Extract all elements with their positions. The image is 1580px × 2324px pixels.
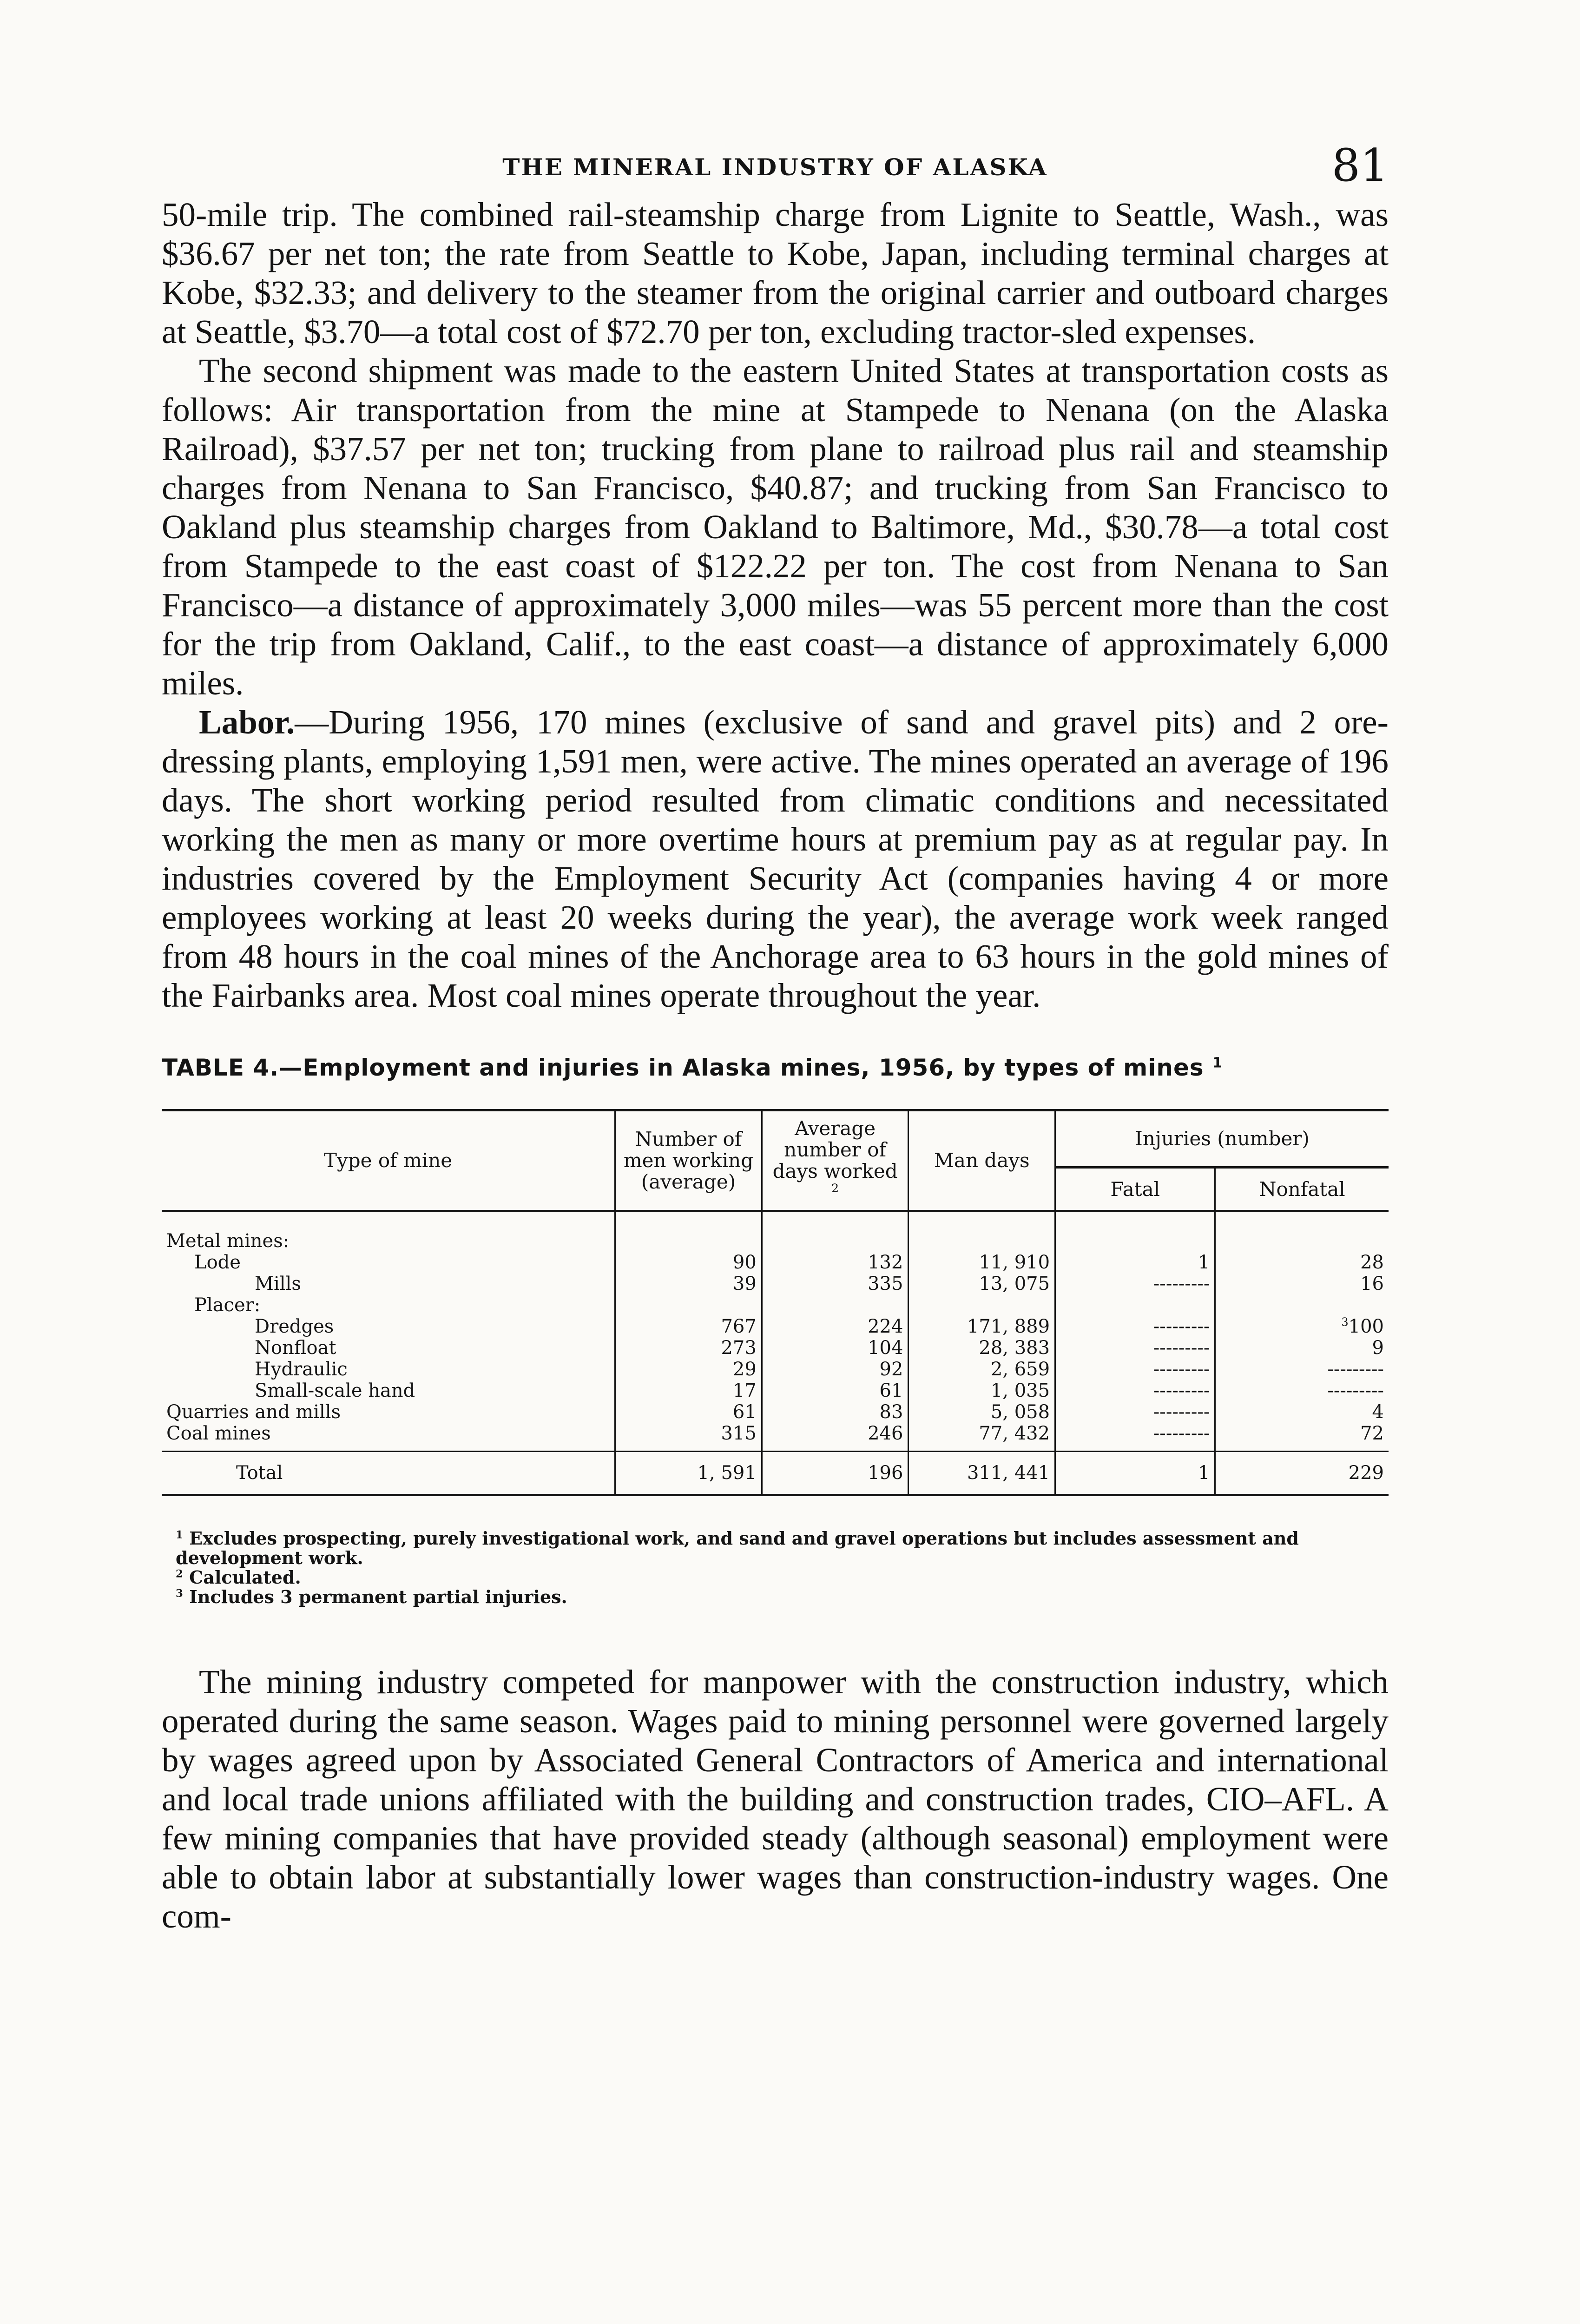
col-header-days: Average number of days worked $^2$ [762,1110,908,1211]
table-row: Lode 90 132 11, 910 1 28 [162,1252,1389,1273]
table-row: Coal mines 315 246 77, 432 --------- 72 [162,1423,1389,1452]
running-head [162,139,1389,195]
col-header-nonfatal: Nonfatal [1215,1168,1389,1211]
col-header-injuries: Injuries (number) [1055,1110,1389,1168]
nonfatal-footnote-mark: 3 [1341,1315,1349,1329]
labor-heading: Labor. [199,703,295,741]
col-header-man-days: Man days [908,1110,1055,1211]
labor-text: —During 1956, 170 mines (exclusive of sand and gravel pits) and 2 ore-dressing plants, employing 1,591 men, were active. The mines operated an average of 196 days. The short working period resulted from climatic conditions and necessitated working the men as many or more overtime hours at premium pay as at regular pay. In industries covered by the Employment Security Act (companies having 4 or more employees working at least 20 weeks during the year), the average work week ranged from 48 hours in the coal mines of the Anchorage area to 63 hours in the gold mines of the Fairbanks area. Most coal mines operate throughout the year. [162,703,1389,1014]
col-header-type: Type of mine [162,1110,615,1211]
paragraph-second-shipment: The second shipment was made to the eastern United States at transportation costs as follows: Air transportation from the mine at Stampede to Nenana (on the Alaska Railroad), $37.57 per net ton; trucking from plane to railroad plus rail and steamship charges from Nenana to San Francisco, $40.87; and trucking from San Francisco to Oakland plus steamship charges from Oakland to Baltimore, Md., $30.78—a total cost from Stampede to the east coast of $122.22 per ton. The cost from Nenana to San Francisco—a distance of approximately 3,000 miles—was 55 percent more than the cost for the trip from Oakland, Calif., to the east coast—a distance of approximately 6,000 miles. [162,352,1389,702]
paragraph-labor [162,703,1389,1015]
table-title: TABLE 4.—Employment and injuries in Alaska mines, 1956, by types of mines $^1$ [162,1054,1223,1081]
table-row: Mills 39 335 13, 075 --------- 16 [162,1273,1389,1294]
table-title-footnote-mark: 1 [1212,1055,1223,1071]
paragraph-manpower: The mining industry competed for manpower with the construction industry, which operated during the same season. Wages paid to mining personnel were governed largely by wages agreed upon by Associated General Contractors of America and international and local trade unions affiliated with the building and construction trades, CIO–AFL. A few mining companies that have provided steady (although seasonal) employment were able to obtain labor at substantially lower wages than construction-industry wages. One com- [162,1663,1389,1935]
table-row: Quarries and mills 61 83 5, 058 --------- 4 [162,1401,1389,1423]
table-row: Small-scale hand 17 61 1, 035 --------- --------- [162,1380,1389,1401]
footnote: $^3$ Includes 3 permanent partial injuries. [176,1586,567,1607]
page-number: 81 [1331,139,1389,191]
table-footnotes [162,1529,1389,1607]
table-total-row: Total 1, 591 196 311, 441 1 229 [162,1452,1389,1495]
paragraph-rail-steamship: 50-mile trip. The combined rail-steamship charge from Lignite to Seattle, Wash., was $36.67 per net ton; the rate from Seattle to Kobe, Japan, including terminal charges at Kobe, $32.33; and delivery to the steamer from the original carrier and outboard charges at Seattle, $3.70—a total cost of $72.70 per ton, excluding tractor-sled expenses. [162,196,1389,350]
running-title: THE MINERAL INDUSTRY OF ALASKA [502,153,1048,181]
table-row: Placer: [162,1294,1389,1316]
col-header-fatal: Fatal [1055,1168,1215,1211]
employment-injuries-table [162,1109,1389,1496]
table-row: Nonfloat 273 104 28, 383 --------- 9 [162,1337,1389,1359]
document-page [162,139,1389,1936]
table-row: Hydraulic 29 92 2, 659 --------- --------- [162,1359,1389,1380]
footnote: $^1$ Excludes prospecting, purely investigational work, and sand and gravel operations but includes assessment and development work. [176,1528,1299,1568]
col-header-men: Number of men working (average) [615,1110,762,1211]
footnote: $^2$ Calculated. [176,1567,301,1588]
table-row: Dredges 767 224 171, 889 --------- $^3$100 [162,1316,1389,1337]
table-row: Metal mines: [162,1230,1389,1252]
